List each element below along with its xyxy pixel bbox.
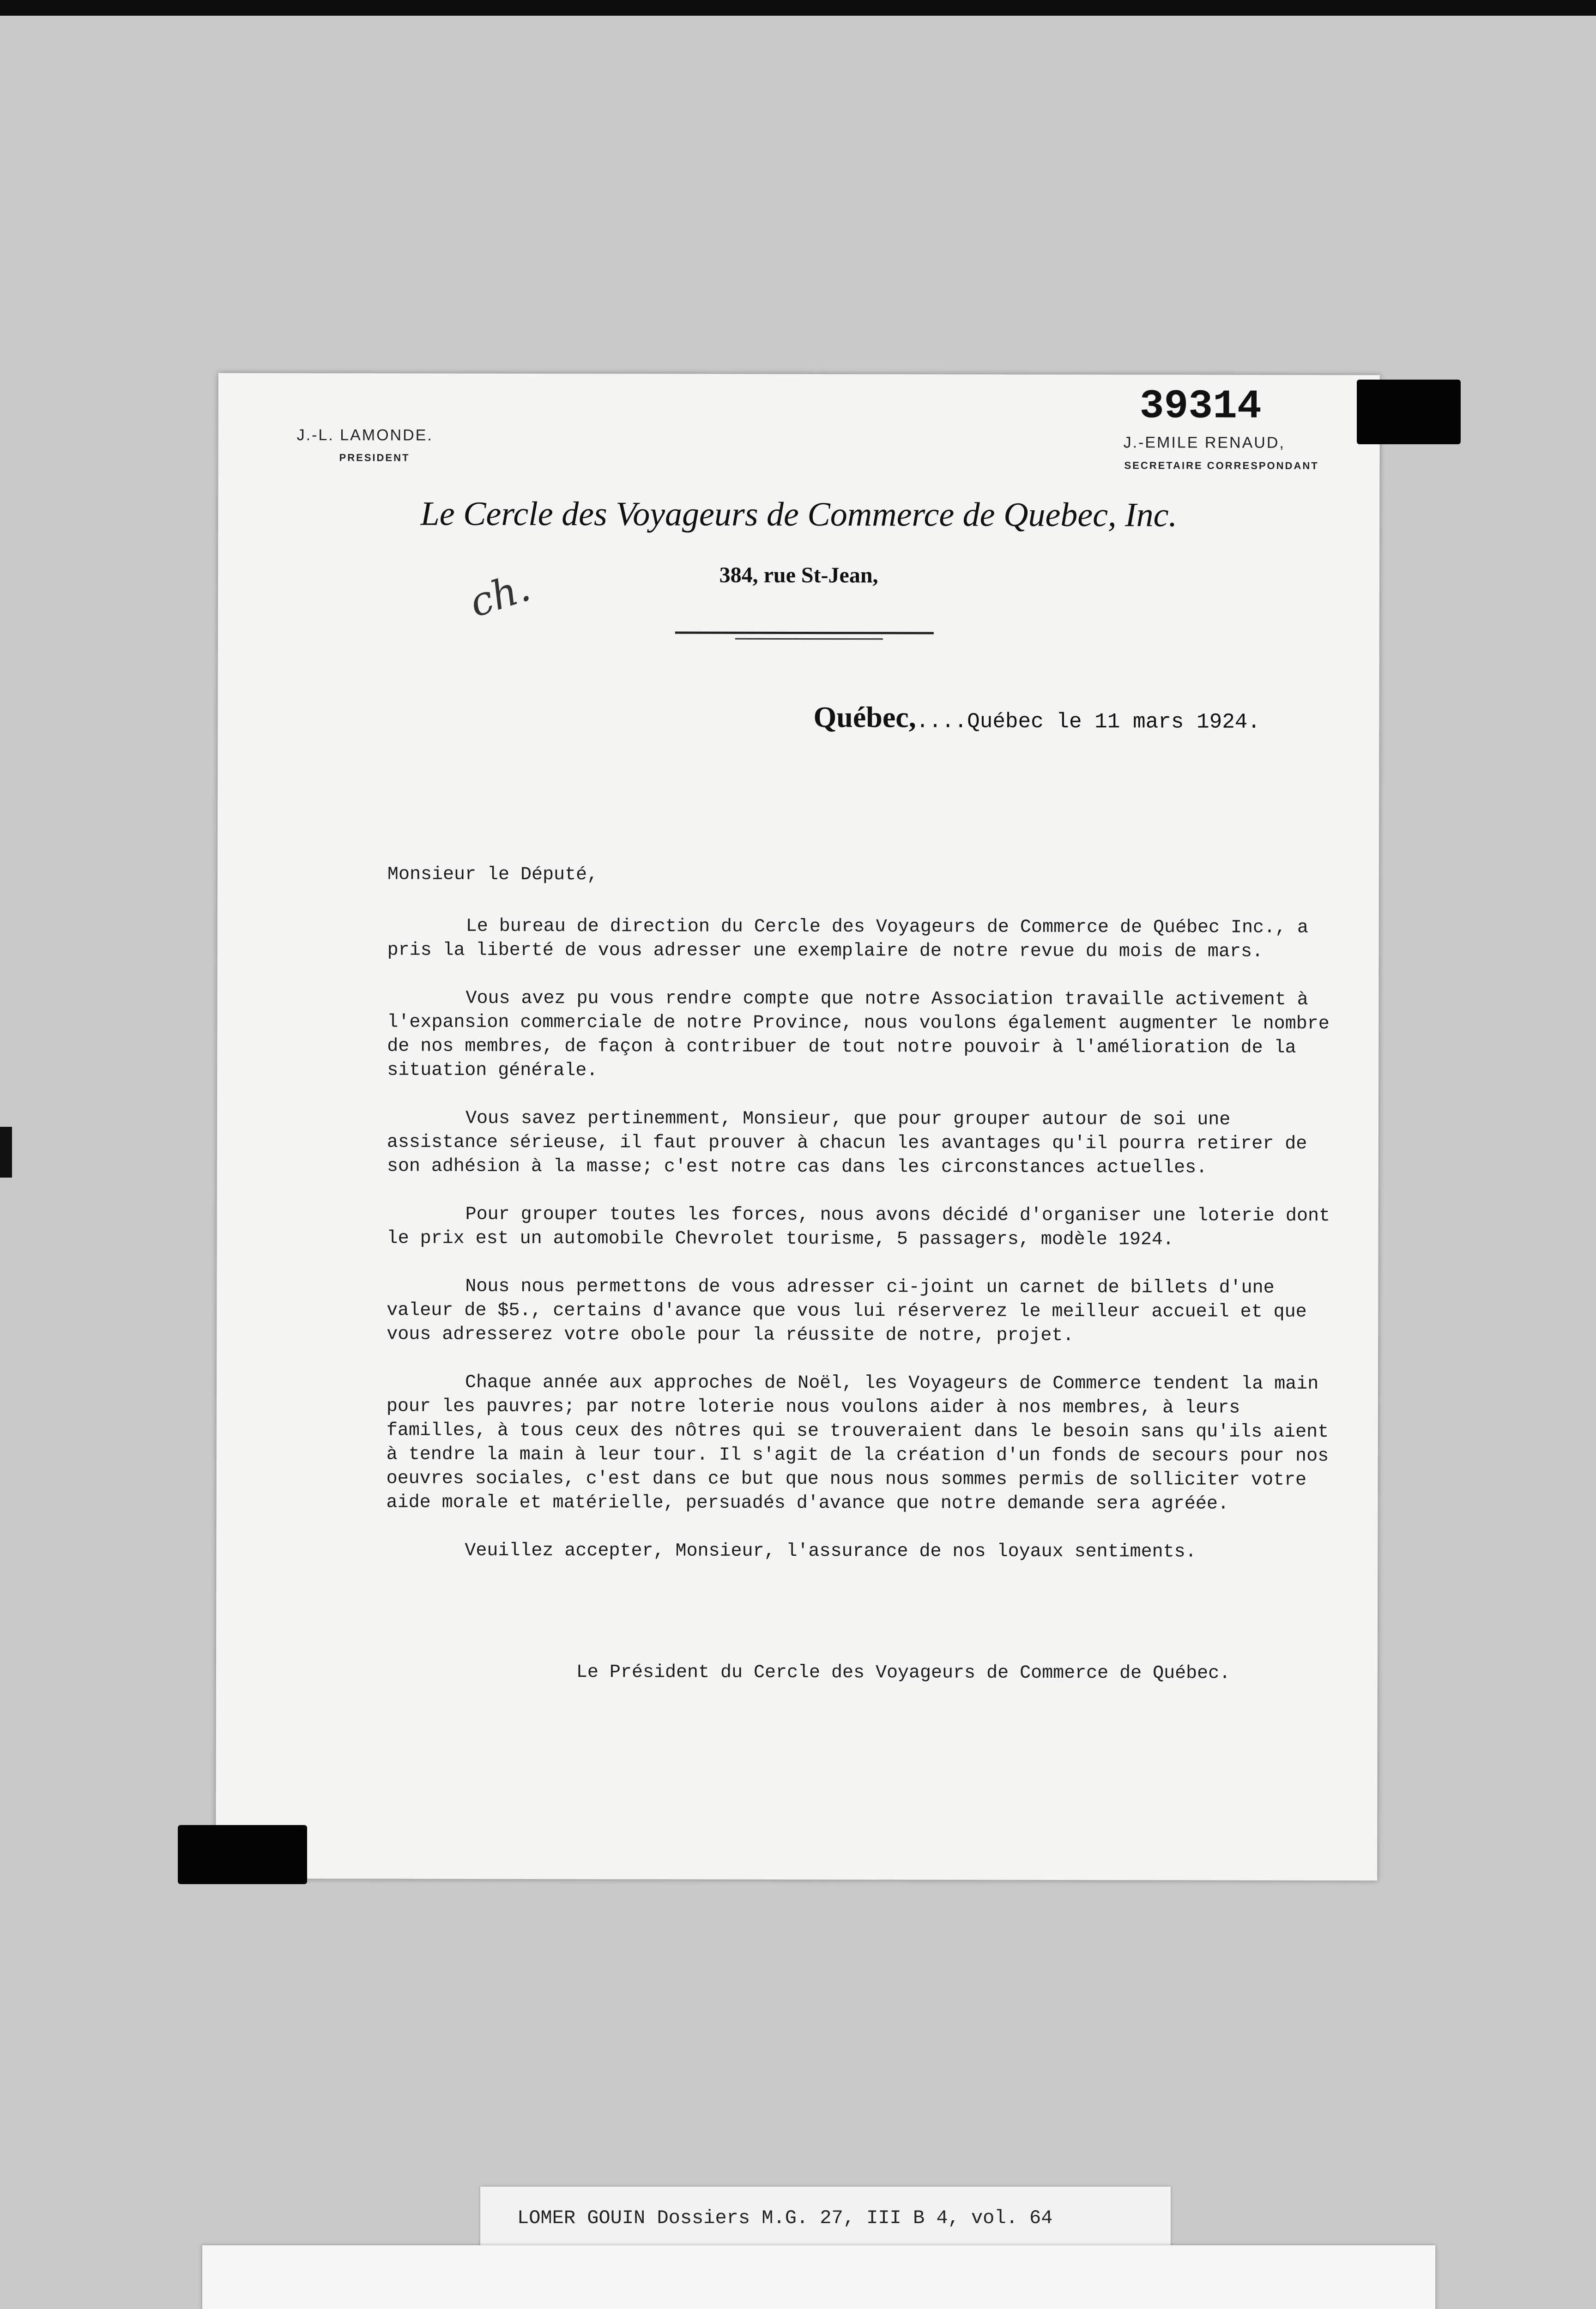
archive-stamp	[202, 2245, 1435, 2309]
archive-reference: LOMER GOUIN Dossiers M.G. 27, III B 4, vol. 64	[517, 2207, 1053, 2229]
date-text: ....Québec le 11 mars 1924.	[916, 709, 1261, 734]
salutation: Monsieur le Député,	[387, 864, 598, 886]
document-number: 39314	[1139, 384, 1262, 430]
paragraph: Pour grouper toutes les forces, nous avons décidé d'organiser une loterie dont le prix est un automobile Chevrolet tourisme, 5 passagers, modèle 1924.	[387, 1204, 1330, 1251]
paragraph: Vous savez pertinemment, Monsieur, que pour grouper autour de soi une assistance sérieuse, il faut prouver à chacun les avantages qu'il pourra retirer de son adhésion à la masse; c'est notre cas dans les circonstances actuelles.	[387, 1108, 1307, 1179]
paragraph: Chaque année aux approches de Noël, les Voyageurs de Commerce tendent la main pour les pauvres; par notre loterie nous voulons aider à nos membres, à leurs familles, à tous ceux des nôtres qui se trouveraient dans le besoin sans qu'ils aient à tendre la main à leur tour. Il s'agit de la création d'un fonds de secours pour nos oeuvres sociales, c'est dans ce but que nous nous sommes permis de solliciter votre aide morale et matérielle, persuadés d'avance que notre demande sera agréée.	[386, 1372, 1329, 1515]
binder-clip-top	[1357, 380, 1461, 444]
secretary-name: J.-EMILE RENAUD,	[1123, 434, 1285, 452]
paragraph: Nous nous permettons de vous adresser ci-joint un carnet de billets d'une valeur de $5., certains d'avance que vous lui réserverez le meilleur accueil et que vous adresserez votre obole pour la réussite de notre, projet.	[387, 1276, 1307, 1347]
header-rule	[675, 632, 934, 635]
binder-clip-bottom	[178, 1825, 307, 1884]
president-name: J.-L. LAMONDE.	[296, 426, 433, 444]
handwritten-note: ch.	[464, 564, 536, 627]
film-top-border	[0, 0, 1596, 16]
archive-reference-strip	[480, 2187, 1171, 2251]
club-address: 384, rue St-Jean,	[719, 562, 878, 588]
signature-line: Le Président du Cercle des Voyageurs de Commerce de Québec.	[576, 1662, 1231, 1684]
closing-line: Veuillez accepter, Monsieur, l'assurance de nos loyaux sentiments.	[465, 1540, 1197, 1563]
club-name: Le Cercle des Voyageurs de Commerce de Quebec, Inc.	[420, 495, 1178, 534]
president-title: PRESIDENT	[339, 452, 410, 464]
paragraph: Vous avez pu vous rendre compte que notre Association travaille activement à l'expansion commerciale de notre Province, nous voulons également augmenter le nombre de nos membres, de façon à contribuer de tout notre pouvoir à l'amélioration de la situation générale.	[387, 988, 1330, 1082]
date-line	[813, 700, 1260, 735]
date-city: Québec,	[813, 701, 916, 734]
header-rule-short	[735, 638, 883, 640]
paragraph: Le bureau de direction du Cercle des Voyageurs de Commerce de Québec Inc., a pris la liberté de vous adresser une exemplaire de notre revue du mois de mars.	[387, 916, 1309, 962]
film-edge-mark	[0, 1127, 12, 1178]
letter-page	[216, 373, 1380, 1880]
letter-body	[386, 863, 1339, 1589]
secretary-title: SECRETAIRE CORRESPONDANT	[1124, 459, 1319, 471]
